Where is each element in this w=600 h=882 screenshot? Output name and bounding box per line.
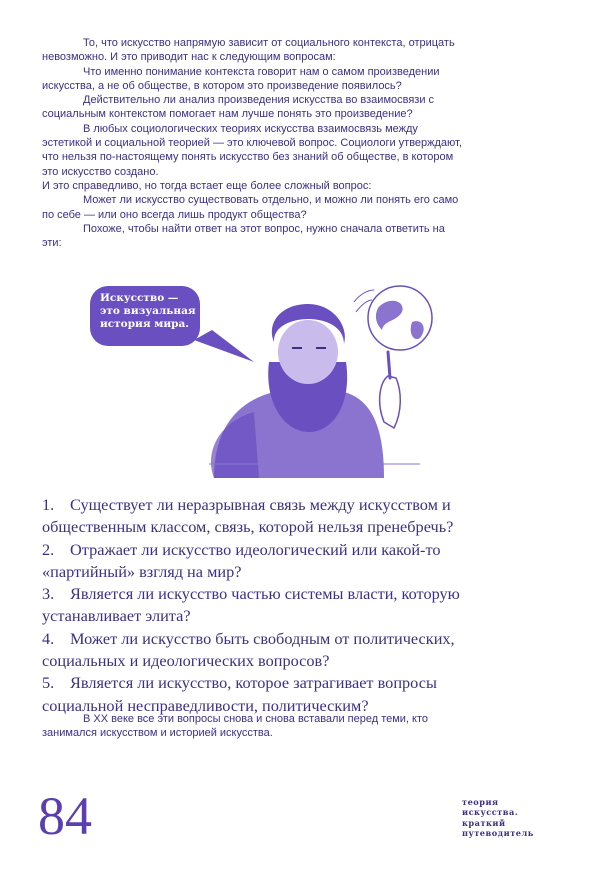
speech-bubble-line: Искусство — (100, 292, 179, 304)
outro-text (42, 712, 462, 741)
page-number: 84 (38, 786, 92, 846)
colophon-line: путеводитель (462, 828, 534, 839)
colophon-line: теория (462, 797, 499, 807)
intro-paragraph: Похоже, чтобы найти ответ на этот вопрос, нужно сначала ответить на эти: (42, 222, 445, 250)
question-item: 1. Существует ли неразрывная связь между искусством и общественным классом, связь, которой нельзя пренебречь? (42, 495, 454, 537)
intro-paragraph: В любых социологических теориях искусства взаимосвязь между эстетикой и социальной теорией — это ключевой вопрос. Социологи утверждают, что нельзя по-настоящему понять искусство без знаний об обществе, в котором это искусство создано. (42, 122, 462, 178)
speech-bubble-line: история мира. (100, 318, 189, 330)
intro-question: Может ли искусство существовать отдельно, и можно ли понять его само по себе — или оно всегда лишь продукт общества? (42, 194, 459, 221)
question-item: 2. Отражает ли искусство идеологический или какой-то «партийный» взгляд на мир? (42, 539, 441, 581)
question-item: 3. Является ли искусство частью системы власти, которую устанавливает элита? (42, 584, 460, 626)
colophon-line: краткий (462, 817, 506, 828)
questions-list (42, 494, 512, 717)
outro-paragraph: В XX веке все эти вопросы снова и снова вставали перед теми, кто занимался искусством и историей искусства. (42, 713, 429, 740)
intro-text (42, 36, 462, 250)
question-item: 4. Может ли искусство быть свободным от политических, социальных и идеологических вопросов? (42, 628, 455, 671)
intro-paragraph: То, что искусство напрямую зависит от социального контекста, отрицать невозможно. И это приводит нас к следующим вопросам: (42, 37, 455, 64)
intro-question: Действительно ли анализ произведения искусства во взаимосвязи с социальным контекстом помогает нам лучше понять это произведение? (42, 94, 435, 121)
speech-bubble-line: это визуальная (100, 305, 196, 317)
speech-bubble-tail (194, 330, 254, 362)
intro-question: Что именно понимание контекста говорит нам о самом произведении искусства, а не об обществе, в котором это произведение появилось? (42, 65, 440, 92)
figure-hand (380, 376, 401, 428)
intro-paragraph: И это справедливо, но тогда встает еще более сложный вопрос: (42, 179, 372, 192)
figure-shoulder (211, 412, 259, 478)
question-item: 5. Является ли искусство, которое затрагивает вопросы социальной несправедливости, политическим? (42, 673, 437, 715)
figure-finger (388, 352, 390, 378)
figure-face (278, 320, 338, 384)
colophon-line: искусства. (462, 807, 519, 818)
speech-bubble (90, 286, 200, 346)
book-title-colophon (462, 797, 582, 839)
